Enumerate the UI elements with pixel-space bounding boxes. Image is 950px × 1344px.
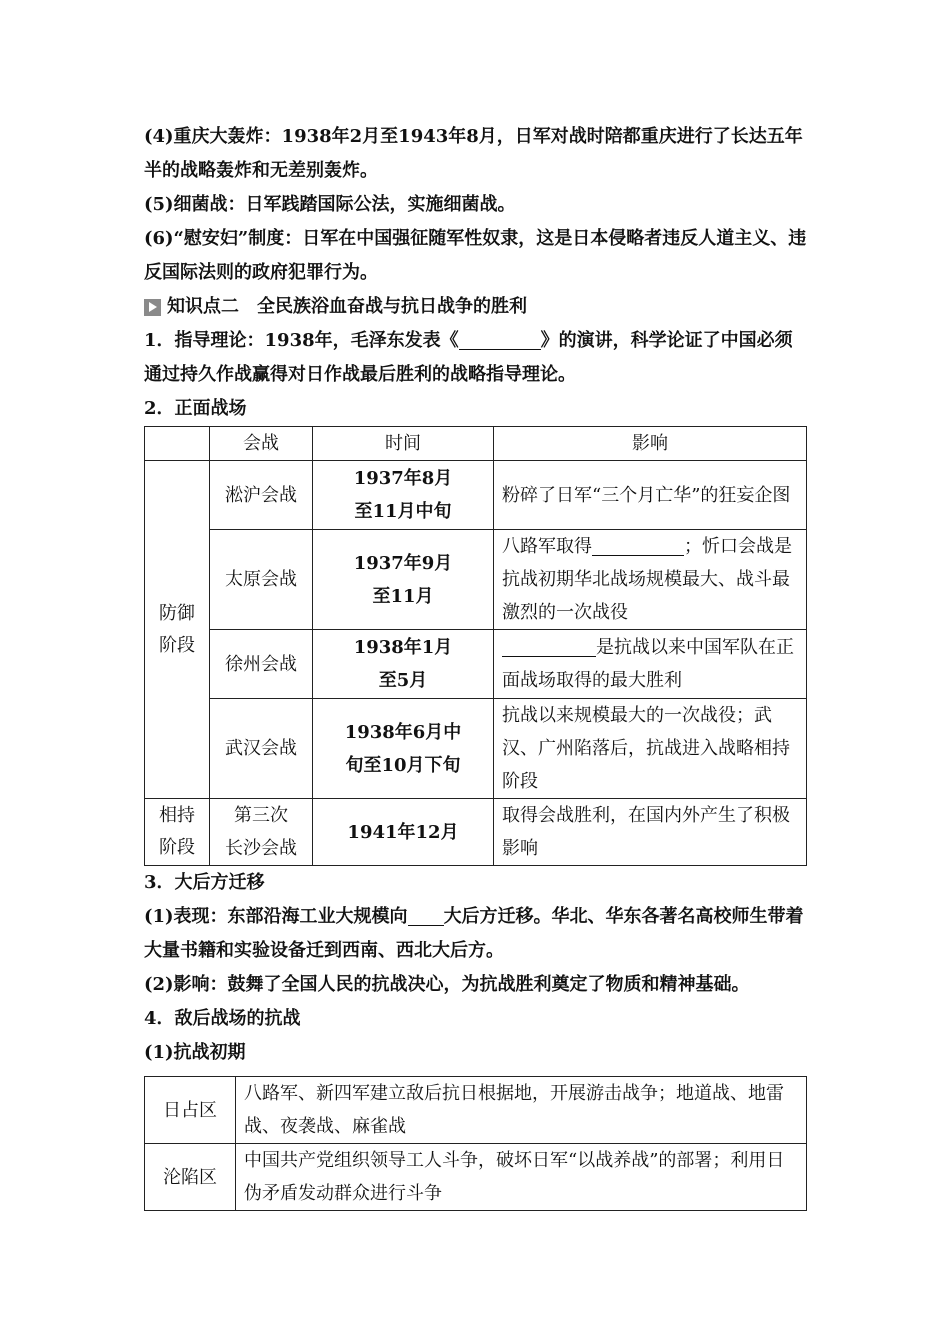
early-war-subtitle: (1)抗战初期 [144,1042,246,1063]
theory-text-after: 》的演讲，科学论证了中国必须通过持久作战赢得对日作战最后胜利的战略指导理论。 [144,330,793,385]
intro-item-4: (4)重庆大轰炸：1938年2月至1943年8月，日军对战时陪都重庆进行了长达五年半的战略轰炸和无差别轰炸。 [144,126,803,181]
battle-name: 徐州会战 [210,630,313,699]
time-line: 1937年9月 [353,552,453,574]
front-battlefield-title: 2．正面战场 [144,398,247,419]
impact-text-after: ；忻口会战是抗战初期华北战场规模最大、战斗最激烈的一次战役 [502,536,792,623]
header-time: 时间 [313,427,494,461]
document-page [144,120,807,1211]
battle-name: 武汉会战 [210,699,313,799]
table-row [145,461,807,530]
battle-time: 1941年12月 [313,799,494,866]
battle-impact: 抗战以来规模最大的一次战役；武汉、广州陷落后，抗战进入战略相持阶段 [494,699,807,799]
battle-time [313,699,494,799]
migration-text-after: 大后方迁移。华北、华东各著名高校师生带着大量书籍和实验设备迁到西南、西北大后方。 [144,906,804,961]
rear-migration-impact: (2)影响：鼓舞了全国人民的抗战决心，为抗战胜利奠定了物质和精神基础。 [144,974,750,995]
table-row [145,799,807,866]
intro-item-6: (6)“慰安妇”制度：日军在中国强征随军性奴隶，这是日本侵略者违反人道主义、违反国际法则的政府犯罪行为。 [144,228,807,283]
header-impact: 影响 [494,427,807,461]
table-row [145,699,807,799]
header-battle: 会战 [210,427,313,461]
time-line: 1937年8月 [353,468,453,489]
play-triangle-icon [144,299,161,316]
guiding-theory-paragraph [144,324,807,392]
battle-time [313,461,494,530]
stage-defense [145,461,210,799]
enemy-rear-table [144,1076,807,1211]
time-line: 1938年6月中 [344,721,462,743]
battle-impact: 粉碎了日军“三个月亡华”的狂妄企图 [494,461,807,530]
battle-impact: 取得会战胜利，在国内外产生了积极影响 [494,799,807,866]
blank-line[interactable] [459,327,541,350]
battle-name: 淞沪会战 [210,461,313,530]
battle-time [313,630,494,699]
time-line: 至11月中旬 [354,501,452,522]
blank-line[interactable] [592,533,684,556]
battle-impact [494,530,807,630]
migration-text-before: (1)表现：东部沿海工业大规模向 [144,906,408,927]
table-row [145,1077,807,1144]
theory-text-before: 1．指导理论：1938年，毛泽东发表《 [144,330,459,351]
time-line: 至5月 [378,670,428,691]
battle-name-line: 长沙会战 [225,838,297,859]
rear-migration-title: 3．大后方迁移 [144,872,265,893]
region-text: 中国共产党组织领导工人斗争，破坏日军“以战养战”的部署；利用日伪矛盾发动群众进行斗争 [236,1144,807,1211]
blank-line[interactable] [502,634,596,657]
rear-migration-performance [144,900,807,968]
battle-impact [494,630,807,699]
stage-stalemate-label: 相持阶段 [159,805,195,858]
table-row [145,530,807,630]
stage-stalemate [145,799,210,866]
battle-name [210,799,313,866]
table-row [145,1144,807,1211]
time-line: 旬至10月下旬 [345,754,461,776]
section-heading-text: 知识点二 全民族浴血奋战与抗日战争的胜利 [167,296,527,317]
region-text: 八路军、新四军建立敌后抗日根据地，开展游击战争；地道战、地雷战、夜袭战、麻雀战 [236,1077,807,1144]
blank-line[interactable] [408,903,444,926]
battle-name-line: 第三次 [234,805,288,826]
time-line: 1938年1月 [353,637,453,658]
battle-table [144,426,807,866]
time-line: 至11月 [372,585,434,607]
battle-name: 太原会战 [210,530,313,630]
table-header-row [145,427,807,461]
intro-item-5: (5)细菌战：日军践踏国际公法，实施细菌战。 [144,194,516,215]
header-stage [145,427,210,461]
stage-defense-label: 防御阶段 [159,602,195,656]
region-label: 沦陷区 [145,1144,236,1211]
section-heading [144,290,807,324]
impact-text-before: 八路军取得 [502,536,592,557]
enemy-rear-title: 4．敌后战场的抗战 [144,1008,301,1029]
table-row [145,630,807,699]
region-label: 日占区 [145,1077,236,1144]
battle-time [313,530,494,630]
impact-text-after: 是抗战以来中国军队在正面战场取得的最大胜利 [502,637,794,691]
